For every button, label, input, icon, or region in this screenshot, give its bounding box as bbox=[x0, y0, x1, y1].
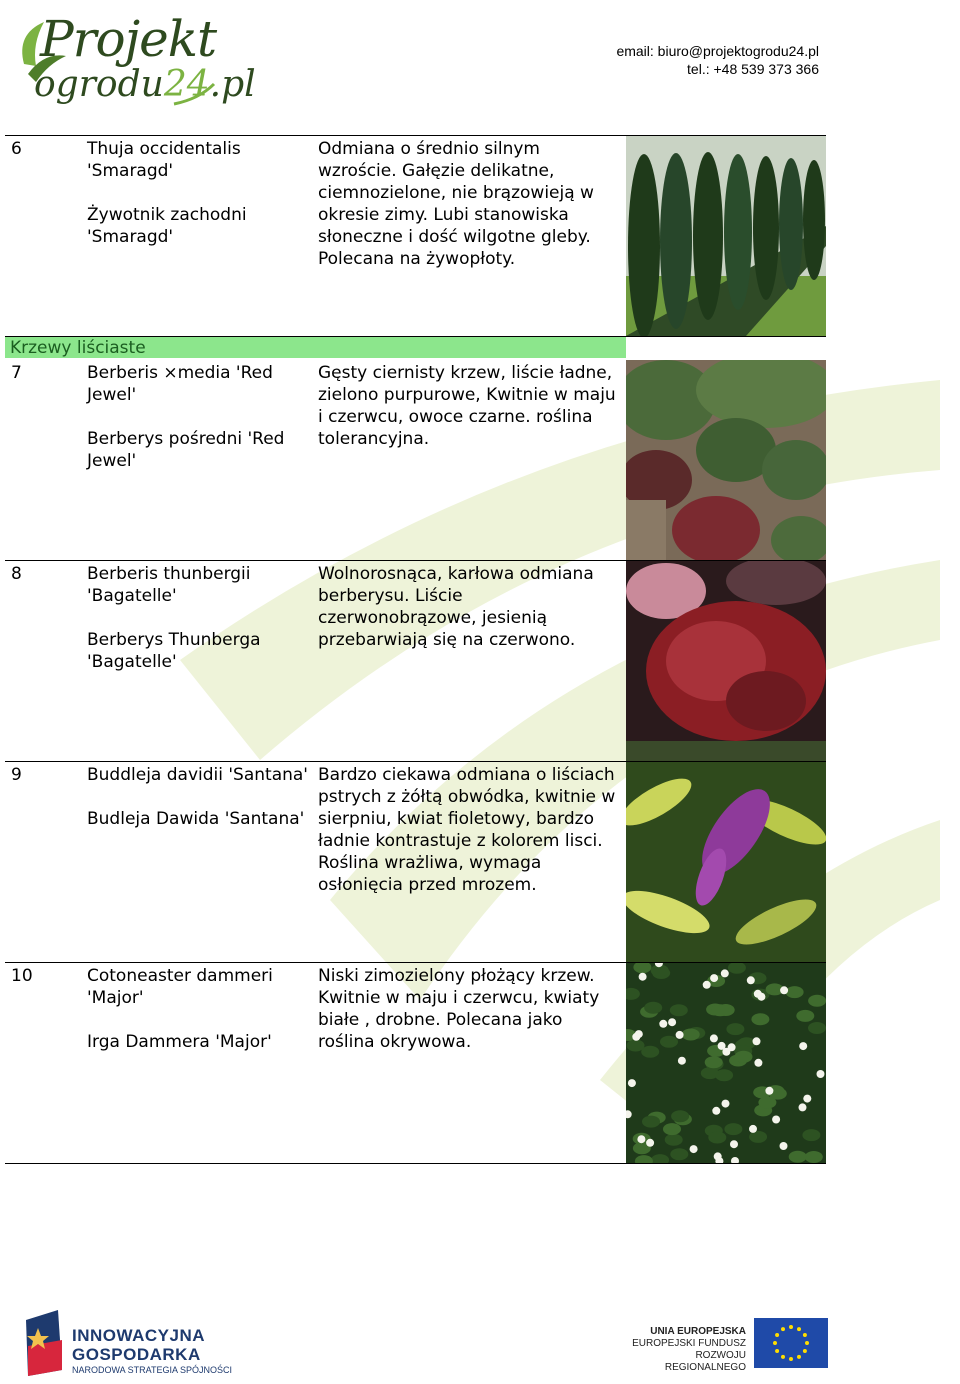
section-heading: Krzewy liściaste bbox=[5, 337, 626, 358]
plant-description: Odmiana o średnio silnym wzroście. Gałęzie delikatne, ciemnozielone, nie brązowieją w okresie zimy. Lubi stanowiska słoneczne i dość wilgotne gleby. Polecana na żywopłoty. bbox=[318, 139, 594, 269]
cotoneaster-major-photo bbox=[626, 963, 826, 1163]
plant-description: Niski zimozielony płożący krzew. Kwitnie w maju i czerwcu, kwiaty białe , drobne. Polecana jako roślina okrywowa. bbox=[318, 966, 600, 1052]
polish-name: Berberys Thunberga 'Bagatelle' bbox=[87, 630, 261, 672]
innovative-economy-logo bbox=[18, 1310, 238, 1380]
eu-fund-logo bbox=[618, 1318, 830, 1372]
polish-name: Berberys pośredni 'Red Jewel' bbox=[87, 429, 285, 471]
plant-description: Bardzo ciekawa odmiana o liściach pstrych z żółtą obwódka, kwitnie w sierpniu, kwiat fioletowy, bardzo ładnie kontrastuje z kolorem lisci. Roślina wrażliwa, wymaga osłonięcia przed mrozem. bbox=[318, 765, 616, 895]
table-row bbox=[5, 135, 826, 336]
eu-flag-icon bbox=[754, 1318, 828, 1368]
polish-name: Żywotnik zachodni 'Smaragd' bbox=[87, 205, 247, 247]
latin-name: Thuja occidentalis 'Smaragd' bbox=[87, 139, 241, 181]
plant-names bbox=[87, 138, 312, 270]
logo-word-domain: ogrodu24.pl bbox=[34, 64, 256, 105]
table-row bbox=[5, 560, 826, 761]
table-row bbox=[5, 336, 826, 560]
row-number: 6 bbox=[11, 139, 22, 159]
eu-line-3: ROZWOJU REGIONALNEGO bbox=[664, 1350, 746, 1373]
latin-name: Berberis thunbergii 'Bagatelle' bbox=[87, 564, 251, 606]
table-row bbox=[5, 761, 826, 962]
eu-line-2: EUROPEJSKI FUNDUSZ bbox=[632, 1338, 746, 1349]
plant-names bbox=[87, 965, 312, 1075]
row-number: 9 bbox=[11, 765, 22, 785]
flag-star-icon bbox=[18, 1310, 68, 1380]
latin-name: Cotoneaster dammeri 'Major' bbox=[87, 966, 273, 1008]
polish-name: Irga Dammera 'Major' bbox=[87, 1032, 272, 1052]
logo-word-projekt: Projekt bbox=[40, 10, 217, 68]
phone-line: tel.: +48 539 373 366 bbox=[687, 61, 819, 77]
plant-names bbox=[87, 362, 312, 494]
buddleja-santana-photo bbox=[626, 762, 826, 962]
latin-name: Buddleja davidii 'Santana' bbox=[87, 765, 308, 785]
plant-names bbox=[87, 764, 312, 852]
ig-title-2: GOSPODARKA bbox=[72, 1345, 201, 1364]
berberis-bagatelle-photo bbox=[626, 561, 826, 761]
polish-name: Budleja Dawida 'Santana' bbox=[87, 809, 305, 829]
email-line: email: biuro@projektogrodu24.pl bbox=[616, 43, 819, 59]
eu-fund-text bbox=[618, 1326, 746, 1374]
row-number: 7 bbox=[11, 363, 22, 383]
thuja-hedge-photo bbox=[626, 136, 826, 336]
latin-name: Berberis ×media 'Red Jewel' bbox=[87, 363, 273, 405]
plant-description: Gęsty ciernisty krzew, liście ładne, zielono purpurowe, Kwitnie w maju i czerwcu, owoce czarne. roślina tolerancyjna. bbox=[318, 363, 616, 449]
plant-table bbox=[5, 135, 826, 1164]
row-number: 10 bbox=[11, 966, 33, 986]
row-number: 8 bbox=[11, 564, 22, 584]
ig-title-1: INNOWACYJNA bbox=[72, 1326, 206, 1345]
eu-line-1: UNIA EUROPEJSKA bbox=[650, 1326, 746, 1337]
table-row bbox=[5, 962, 826, 1164]
company-logo bbox=[14, 4, 256, 116]
berberis-red-jewel-photo bbox=[626, 360, 826, 560]
contact-info bbox=[616, 42, 819, 78]
plant-names bbox=[87, 563, 312, 695]
ig-subtitle: NARODOWA STRATEGIA SPÓJNOŚCI bbox=[72, 1365, 233, 1375]
plant-description: Wolnorosnąca, karłowa odmiana berberysu. Liście czerwonobrązowe, jesienią przebarwiają się na czerwono. bbox=[318, 564, 594, 650]
